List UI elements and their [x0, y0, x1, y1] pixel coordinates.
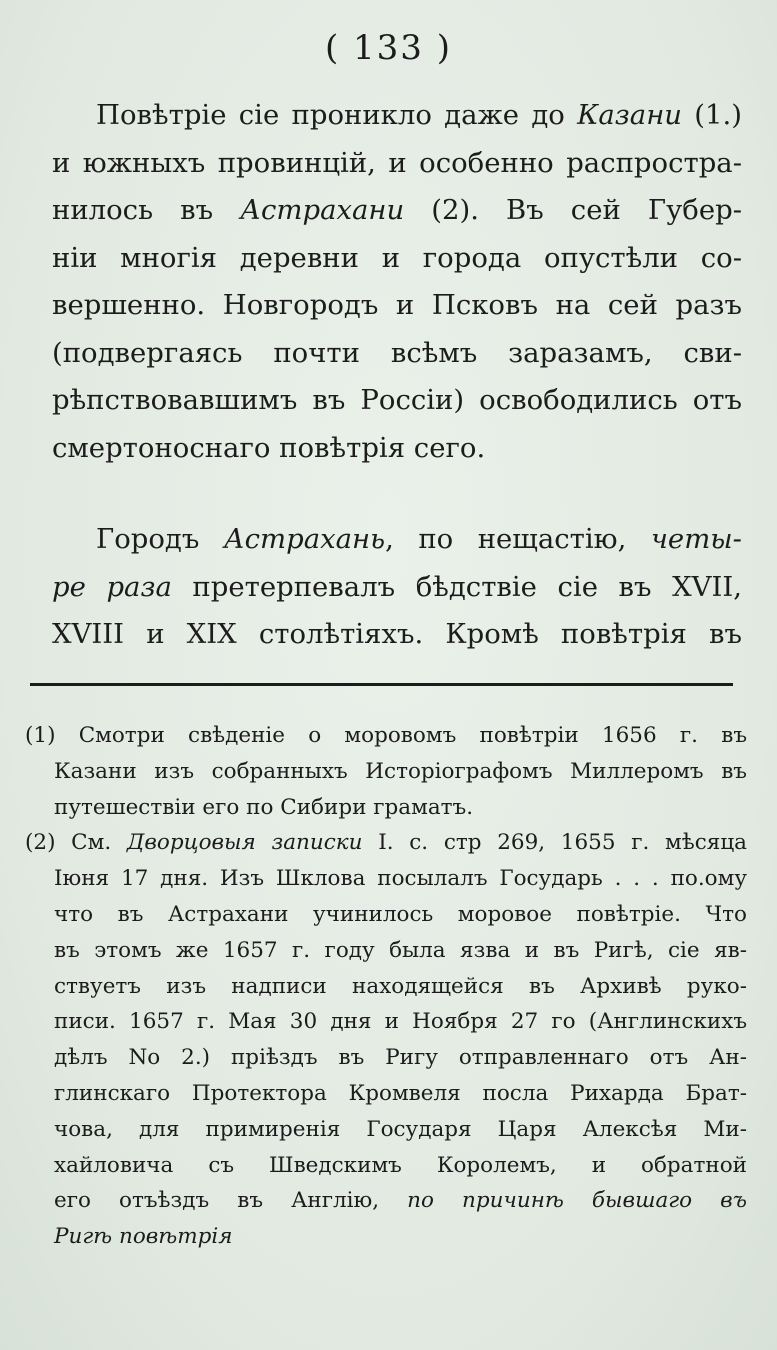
footnote-2-line: Ригѣ повѣтрія — [54, 1224, 233, 1250]
footnote-2-line: что въ Астрахани учинилось моровое повѣтріе. Что — [54, 901, 747, 927]
text-line: рѣпствовавшимъ въ Россіи) освободились отъ — [52, 384, 742, 416]
footnote-2-line: писи. 1657 г. Мая 30 дня и Ноября 27 го (Англинскихъ — [54, 1009, 747, 1035]
footnote-2-line: ствуетъ изъ надписи находящейся въ Архивѣ руко- — [54, 973, 747, 999]
text-line: (подвергаясь почти всѣмъ заразамъ, сви- — [52, 336, 742, 369]
text-line: нилось въ Астрахани (2). Въ сей Губер- — [52, 194, 742, 226]
footnote-2-line: (2) См. Дворцовыя записки I. с. стр 269, 1655 г. мѣсяца — [25, 830, 747, 856]
footnote-2-line: чова, для примиренія Государя Царя Алексѣя Ми- — [54, 1116, 747, 1142]
text-line: XVIII и XIX столѣтіяхъ. Кромѣ повѣтрія въ — [52, 618, 742, 650]
footnote-2-line: дѣлъ No 2.) пріѣздъ въ Ригу отправленнаго отъ Ан- — [54, 1045, 747, 1071]
paragraph-2 — [52, 516, 742, 659]
page-number: ( 133 ) — [324, 28, 453, 68]
paragraph-1 — [52, 92, 742, 472]
text-line: и южныхъ провинцій, и особенно распростра- — [52, 146, 742, 179]
footnote-2-line: въ этомъ же 1657 г. году была язва и въ Ригѣ, сіе яв- — [54, 937, 747, 963]
footnote-2-line: Іюня 17 дня. Изъ Шклова посылалъ Государь . . . по.ому — [54, 866, 747, 892]
text-line: вершенно. Новгородъ и Псковъ на сей разъ — [52, 289, 742, 321]
footnote-2-line: глинскаго Протектора Кромвеля посла Рихарда Брат- — [54, 1080, 747, 1106]
footnote-1-line: Казани изъ собранныхъ Исторіографомъ Миллеромъ въ — [54, 758, 747, 784]
footnote-divider — [30, 683, 733, 686]
footnote-1-line: (1) Смотри свѣденіе о моровомъ повѣтріи 1656 г. въ — [25, 723, 747, 748]
footnote-2-line: его отъѣздъ въ Англію, по причинѣ бывшаго въ — [54, 1188, 747, 1214]
text-line: Повѣтріе сіе проникло даже до Казани (1.) — [96, 99, 742, 131]
text-line: ніи многія деревни и города опустѣли со- — [52, 241, 742, 274]
text-line: ре раза претерпевалъ бѣдствіе сіе въ XVII, — [52, 570, 742, 603]
footnotes — [25, 718, 747, 1255]
text-line: Городъ Астрахань, по нещастію, четы- — [96, 523, 742, 555]
footnote-1-line: путешествіи его по Сибири граматъ. — [54, 794, 474, 820]
footnote-2-line: хайловича съ Шведскимъ Королемъ, и обратной — [54, 1152, 747, 1178]
text-line: смертоноснаго повѣтрія сего. — [52, 431, 486, 464]
